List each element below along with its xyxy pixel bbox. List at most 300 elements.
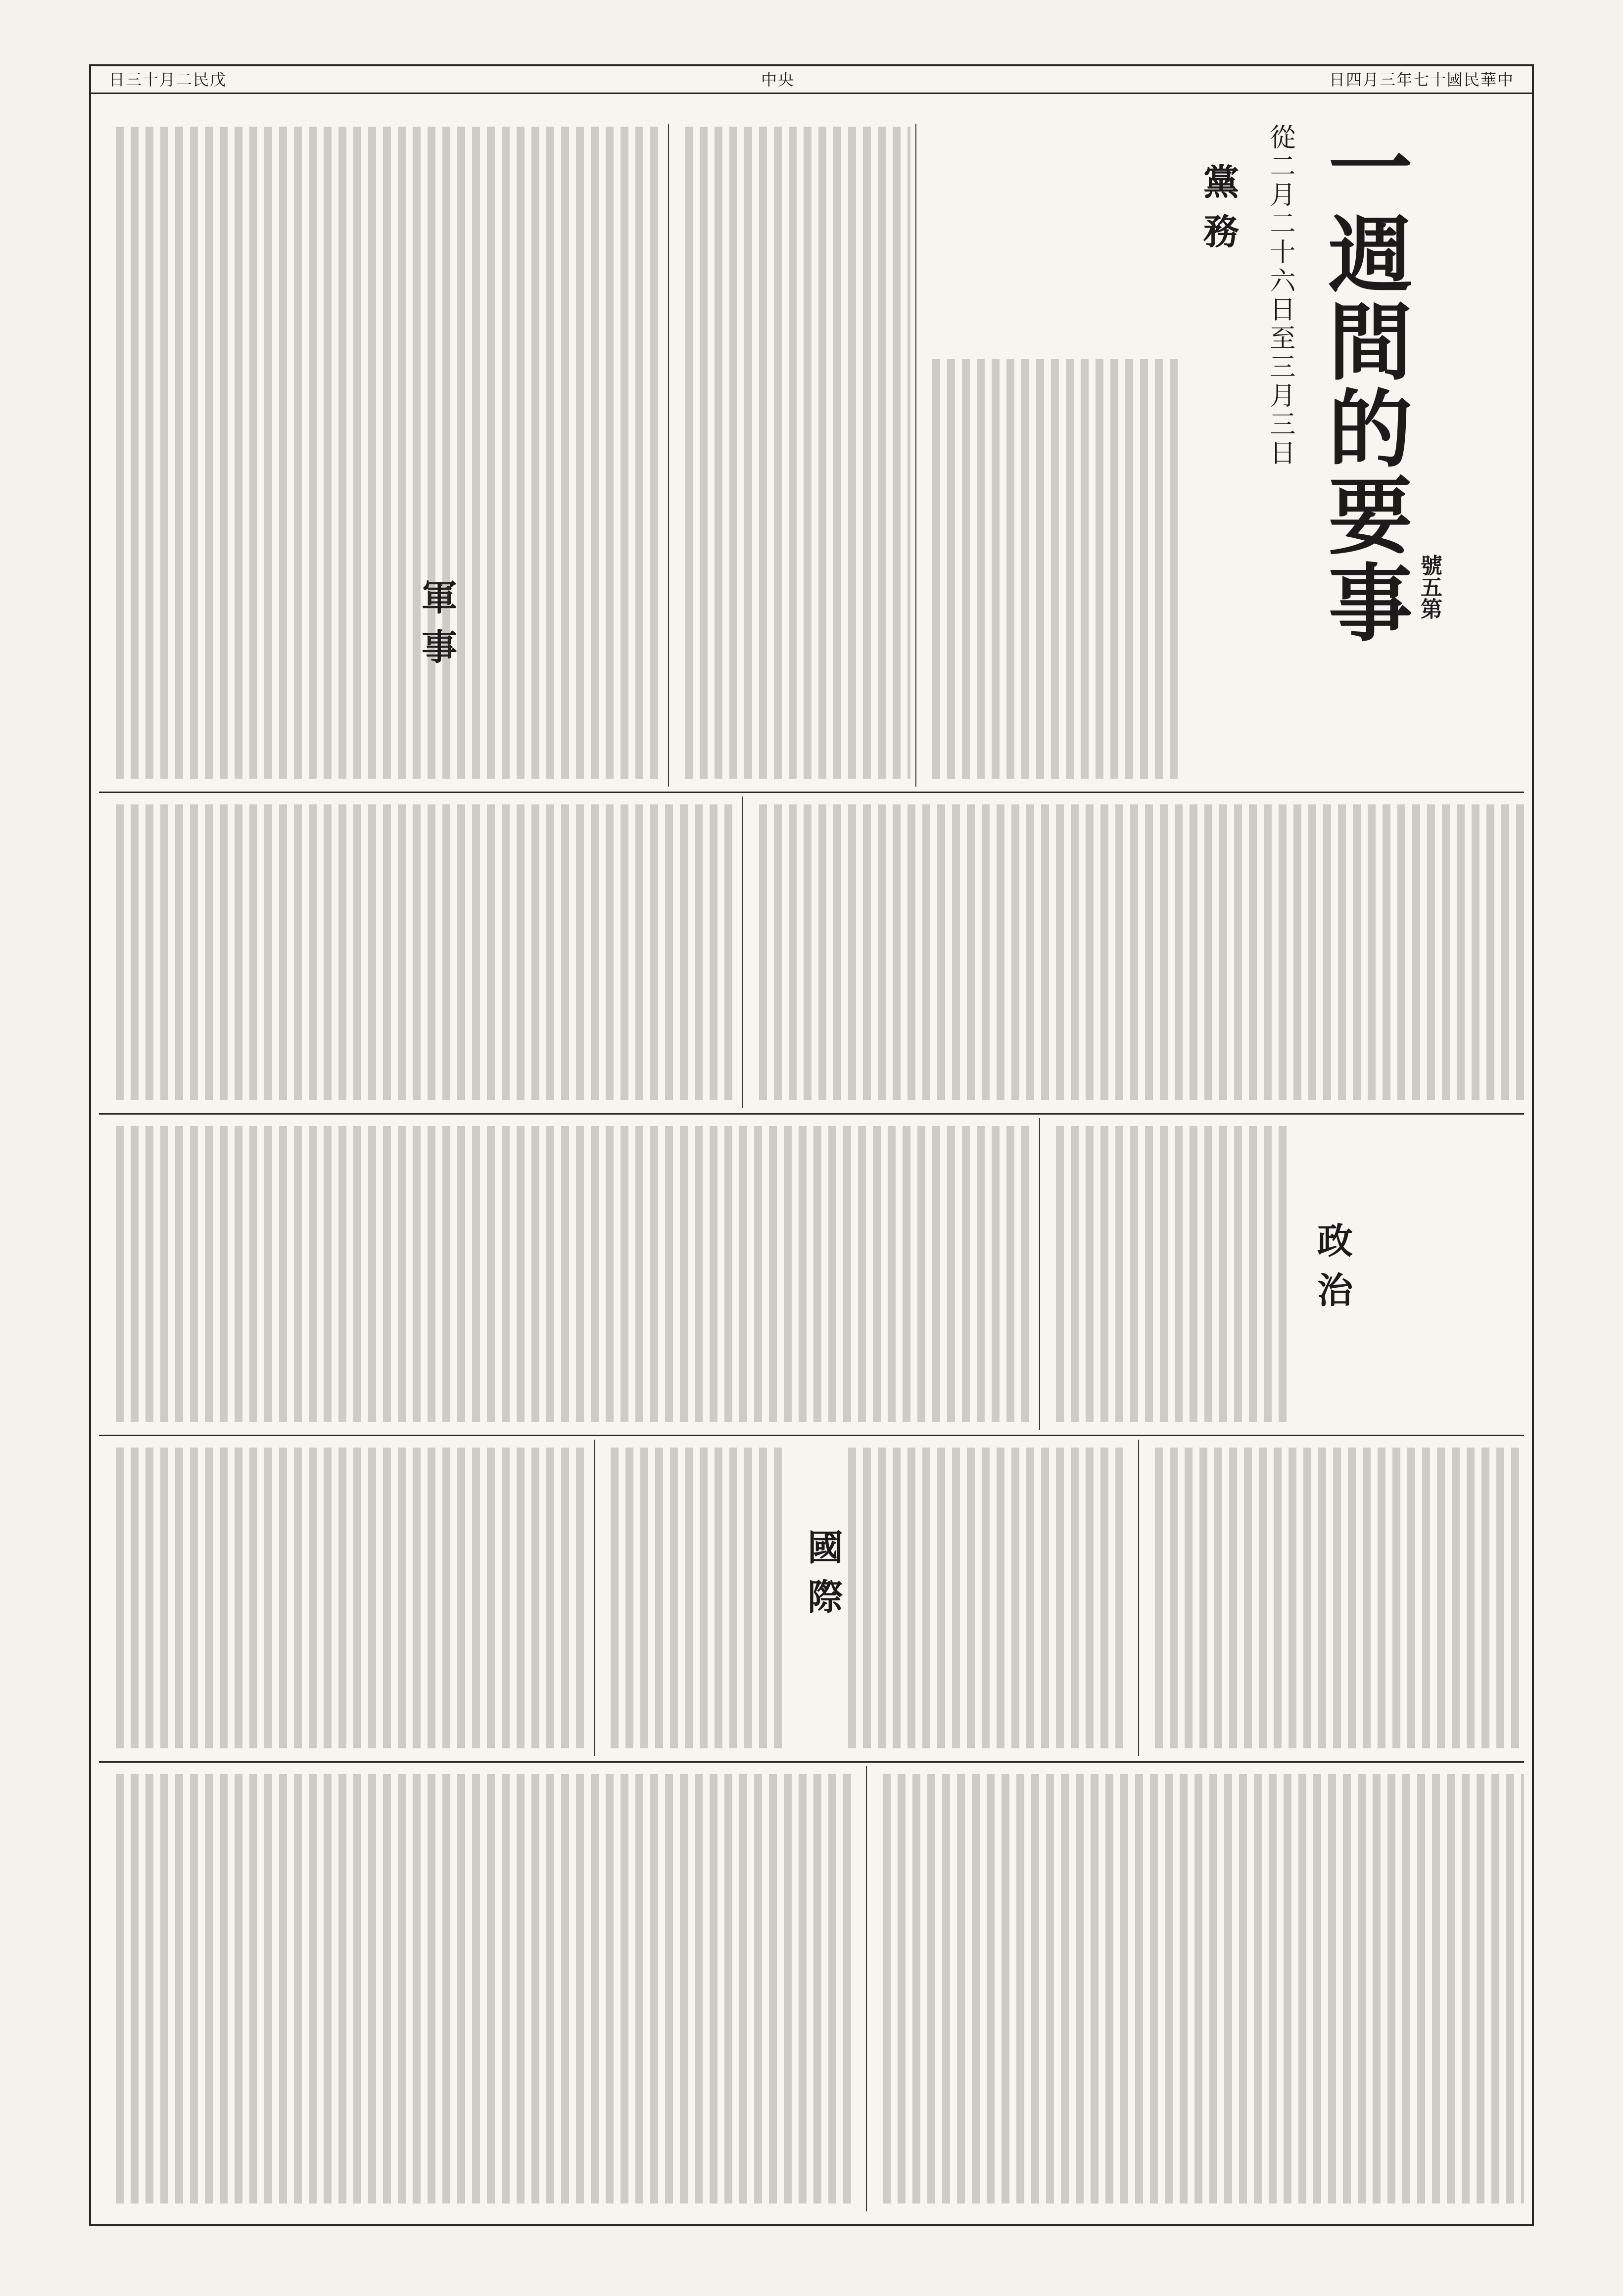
text-line xyxy=(442,1448,450,1748)
text-line xyxy=(922,804,930,1100)
text-line xyxy=(833,804,841,1100)
text-line xyxy=(383,1774,391,2203)
text-line xyxy=(175,127,183,779)
text-line xyxy=(1115,804,1123,1100)
text-line xyxy=(160,804,168,1100)
text-line xyxy=(131,1126,139,1422)
text-line xyxy=(413,1126,421,1422)
text-line xyxy=(235,1774,242,2203)
text-line xyxy=(922,1448,930,1748)
text-line xyxy=(992,359,1000,779)
text-line xyxy=(131,1448,139,1748)
text-line xyxy=(1046,1774,1054,2203)
text-line xyxy=(883,1774,891,2203)
text-line xyxy=(531,1448,539,1748)
text-line xyxy=(665,804,673,1100)
text-line xyxy=(621,127,628,779)
text-line xyxy=(1477,1774,1484,2203)
section-politics: 政治 xyxy=(1311,1222,1353,1321)
text-line-texture xyxy=(841,1445,1128,1751)
text-line xyxy=(353,1774,361,2203)
text-line xyxy=(1516,804,1524,1100)
text-line xyxy=(1452,1448,1460,1748)
text-line xyxy=(383,127,391,779)
text-line xyxy=(428,1448,435,1748)
text-line xyxy=(294,1126,302,1422)
text-line xyxy=(338,1774,346,2203)
text-line xyxy=(1249,1126,1257,1422)
text-line xyxy=(685,1448,693,1748)
text-line xyxy=(729,127,737,779)
text-line xyxy=(428,804,435,1100)
text-line xyxy=(487,1448,495,1748)
text-line xyxy=(324,1774,332,2203)
text-line xyxy=(1373,1774,1381,2203)
text-line xyxy=(759,127,767,779)
text-line xyxy=(1462,1774,1470,2203)
text-line xyxy=(1145,804,1153,1100)
text-line xyxy=(517,804,525,1100)
text-line xyxy=(695,804,703,1100)
band-rule xyxy=(99,1761,1524,1763)
text-line xyxy=(833,127,841,779)
text-line xyxy=(640,1448,648,1748)
text-line xyxy=(413,1774,421,2203)
text-line xyxy=(1363,1448,1371,1748)
text-line xyxy=(175,1126,183,1422)
text-line xyxy=(1234,1126,1242,1422)
text-line xyxy=(1016,1774,1024,2203)
text-line xyxy=(205,804,213,1100)
article-body-block xyxy=(604,1445,787,1751)
text-line xyxy=(398,1774,406,2203)
text-line xyxy=(828,1126,836,1422)
text-line xyxy=(264,1126,272,1422)
text-line-texture xyxy=(876,1771,1524,2206)
text-line xyxy=(1036,359,1044,779)
text-line xyxy=(368,1774,376,2203)
text-line xyxy=(937,1448,945,1748)
text-line xyxy=(1150,1774,1158,2203)
text-line xyxy=(625,1448,633,1748)
text-line xyxy=(1140,359,1148,779)
text-line xyxy=(621,804,628,1100)
text-line xyxy=(695,1774,703,2203)
text-line xyxy=(398,804,406,1100)
text-line xyxy=(621,1126,628,1422)
text-line xyxy=(710,804,717,1100)
text-line xyxy=(1100,804,1108,1100)
text-line xyxy=(145,804,153,1100)
text-line xyxy=(487,127,495,779)
text-line xyxy=(1313,1774,1321,2203)
text-line xyxy=(1021,1126,1029,1422)
text-line xyxy=(635,1774,643,2203)
text-line xyxy=(1006,1126,1014,1422)
text-line xyxy=(502,1774,510,2203)
text-line xyxy=(309,1126,317,1422)
text-line xyxy=(695,1126,703,1422)
text-line xyxy=(1031,1774,1039,2203)
text-line xyxy=(611,1448,619,1748)
text-line xyxy=(338,1448,346,1748)
text-line xyxy=(338,127,346,779)
text-line xyxy=(957,1774,965,2203)
text-line xyxy=(754,1126,762,1422)
column-rule xyxy=(742,797,743,1108)
text-line xyxy=(472,1774,480,2203)
text-line xyxy=(249,127,257,779)
text-line xyxy=(1427,804,1435,1100)
text-line xyxy=(1264,804,1272,1100)
text-line xyxy=(1100,1448,1108,1748)
text-line xyxy=(1130,1126,1138,1422)
text-line xyxy=(784,1126,792,1422)
text-line xyxy=(576,804,584,1100)
text-line xyxy=(294,1448,302,1748)
text-line xyxy=(1194,1774,1202,2203)
text-line xyxy=(264,804,272,1100)
text-line xyxy=(235,804,242,1100)
text-line xyxy=(517,127,525,779)
text-line xyxy=(1125,359,1133,779)
text-line xyxy=(1086,804,1094,1100)
text-line-texture xyxy=(752,801,1524,1103)
text-line xyxy=(932,1126,940,1422)
text-line-texture xyxy=(678,124,910,782)
band-rule xyxy=(99,1113,1524,1115)
text-line xyxy=(561,1448,569,1748)
text-line xyxy=(1214,1448,1222,1748)
text-line xyxy=(710,1126,717,1422)
article-body-block xyxy=(1148,1445,1524,1751)
text-line xyxy=(1358,1774,1366,2203)
text-line xyxy=(131,127,139,779)
text-line xyxy=(1061,1774,1069,2203)
text-line xyxy=(160,1126,168,1422)
text-line xyxy=(1155,359,1163,779)
text-line xyxy=(1160,804,1168,1100)
text-line xyxy=(650,127,658,779)
text-line xyxy=(1086,1126,1094,1422)
text-line xyxy=(1521,1774,1524,2203)
text-line xyxy=(531,1774,539,2203)
text-line xyxy=(972,1774,980,2203)
text-line xyxy=(907,1448,915,1748)
column-rule xyxy=(915,124,916,787)
text-line xyxy=(1100,1126,1108,1422)
text-line xyxy=(324,1126,332,1422)
text-line xyxy=(517,1448,525,1748)
text-line xyxy=(1091,1774,1098,2203)
text-line xyxy=(982,804,990,1100)
text-line xyxy=(952,804,960,1100)
text-line-texture xyxy=(109,1123,1029,1425)
text-line xyxy=(1511,1448,1519,1748)
text-line xyxy=(680,1126,688,1422)
text-line xyxy=(264,127,272,779)
text-line xyxy=(1501,804,1509,1100)
text-line xyxy=(1229,1448,1237,1748)
text-line xyxy=(487,1774,495,2203)
text-line xyxy=(576,1448,584,1748)
text-line xyxy=(1071,804,1079,1100)
text-line xyxy=(710,1774,717,2203)
column-rule xyxy=(1039,1118,1040,1430)
text-line xyxy=(1056,1126,1064,1422)
text-line xyxy=(591,127,599,779)
text-line xyxy=(606,127,614,779)
header-date-right: 日四月三年七十國民華中 xyxy=(1329,70,1514,89)
text-line xyxy=(160,1448,168,1748)
text-line xyxy=(1254,1774,1262,2203)
text-line xyxy=(1180,1774,1188,2203)
text-line xyxy=(1417,1774,1425,2203)
text-line xyxy=(848,804,856,1100)
text-line xyxy=(472,804,480,1100)
text-line xyxy=(1279,804,1287,1100)
text-line xyxy=(1219,1126,1227,1422)
text-line xyxy=(665,1126,673,1422)
text-line xyxy=(774,127,782,779)
text-line xyxy=(650,1126,658,1422)
text-line xyxy=(502,804,510,1100)
text-line xyxy=(1457,804,1465,1100)
text-line xyxy=(561,1126,569,1422)
text-line xyxy=(1185,1448,1193,1748)
text-line xyxy=(264,1448,272,1748)
text-line-texture xyxy=(604,1445,787,1751)
text-line xyxy=(442,127,450,779)
text-line xyxy=(383,1448,391,1748)
text-line xyxy=(1110,359,1118,779)
column-rule xyxy=(1138,1440,1139,1756)
text-line xyxy=(249,804,257,1100)
text-line xyxy=(1338,804,1346,1100)
text-line xyxy=(1145,1126,1153,1422)
text-line xyxy=(561,127,569,779)
text-line xyxy=(1343,1774,1351,2203)
text-line xyxy=(1209,1774,1217,2203)
text-line xyxy=(546,1448,554,1748)
text-line xyxy=(1071,1126,1079,1422)
text-line xyxy=(1481,1448,1489,1748)
text-line xyxy=(1096,359,1103,779)
text-line xyxy=(1472,804,1480,1100)
text-line xyxy=(912,1774,920,2203)
column-rule xyxy=(594,1440,595,1756)
issue-number: 號五第 xyxy=(1417,554,1442,619)
text-line xyxy=(338,804,346,1100)
text-line xyxy=(799,1774,807,2203)
text-line xyxy=(472,127,480,779)
text-line xyxy=(724,1774,732,2203)
text-line xyxy=(947,1126,955,1422)
text-line xyxy=(848,1448,856,1748)
text-line xyxy=(606,1774,614,2203)
text-line xyxy=(1165,1774,1173,2203)
text-line xyxy=(353,804,361,1100)
masthead-date-range: 從二月二十六日至三月三日 xyxy=(1265,124,1295,468)
text-line xyxy=(576,127,584,779)
text-line xyxy=(858,1126,866,1422)
text-line xyxy=(442,1774,450,2203)
text-line xyxy=(774,804,782,1100)
text-line xyxy=(487,804,495,1100)
text-line xyxy=(1170,359,1178,779)
text-line xyxy=(220,127,228,779)
text-line xyxy=(531,1126,539,1422)
text-line xyxy=(635,1126,643,1422)
text-line xyxy=(145,127,153,779)
text-line xyxy=(591,1774,599,2203)
text-line xyxy=(413,804,421,1100)
band-rule xyxy=(99,792,1524,793)
text-line xyxy=(1467,1448,1475,1748)
text-line xyxy=(1130,804,1138,1100)
text-line xyxy=(789,804,797,1100)
text-line xyxy=(131,1774,139,2203)
text-line xyxy=(942,1774,950,2203)
text-line xyxy=(932,359,940,779)
text-line xyxy=(368,1126,376,1422)
text-line xyxy=(457,1774,465,2203)
text-line xyxy=(442,1126,450,1422)
text-line-texture xyxy=(109,124,658,782)
text-line xyxy=(116,1126,124,1422)
article-body-block xyxy=(109,801,732,1103)
text-line xyxy=(893,127,901,779)
text-line xyxy=(907,127,910,779)
article-body-block xyxy=(925,356,1183,782)
text-line xyxy=(1397,804,1405,1100)
text-line xyxy=(1402,1774,1410,2203)
text-line xyxy=(1368,804,1376,1100)
article-body-block xyxy=(109,1445,584,1751)
text-line xyxy=(937,804,945,1100)
text-line xyxy=(116,1774,124,2203)
text-line xyxy=(1204,1126,1212,1422)
text-line xyxy=(279,1774,287,2203)
text-line xyxy=(1115,1448,1123,1748)
text-line xyxy=(1234,804,1242,1100)
text-line xyxy=(1086,1448,1094,1748)
band-rule xyxy=(99,1435,1524,1436)
text-line xyxy=(398,127,406,779)
text-line xyxy=(724,1126,732,1422)
article-body-block xyxy=(109,1771,856,2206)
text-line xyxy=(1066,359,1074,779)
text-line xyxy=(190,1774,198,2203)
text-line xyxy=(977,359,985,779)
text-line xyxy=(680,1774,688,2203)
text-line xyxy=(784,1774,792,2203)
text-line xyxy=(576,1774,584,2203)
header-paper-name: 中央 xyxy=(761,70,795,89)
masthead-title: 一週間的要事 xyxy=(1314,124,1413,646)
text-line xyxy=(1115,1126,1123,1422)
text-line xyxy=(235,1126,242,1422)
text-line xyxy=(843,1126,851,1422)
text-line xyxy=(715,127,722,779)
text-line xyxy=(502,127,510,779)
text-line xyxy=(818,804,826,1100)
text-line xyxy=(739,1774,747,2203)
text-line xyxy=(145,1448,153,1748)
text-line xyxy=(190,1448,198,1748)
text-line xyxy=(487,1126,495,1422)
text-line xyxy=(1071,1448,1079,1748)
text-line xyxy=(205,1126,213,1422)
text-line xyxy=(324,127,332,779)
text-line xyxy=(1244,1448,1252,1748)
article-body-block xyxy=(752,801,1524,1103)
text-line xyxy=(952,1448,960,1748)
section-party: 黨務 xyxy=(1197,163,1240,262)
text-line xyxy=(457,804,465,1100)
text-line xyxy=(1175,1126,1183,1422)
text-line xyxy=(1239,1774,1247,2203)
text-line xyxy=(160,127,168,779)
text-line xyxy=(1011,1448,1019,1748)
article-body-block xyxy=(876,1771,1524,2206)
text-line xyxy=(1333,1448,1341,1748)
text-line xyxy=(220,1126,228,1422)
text-line xyxy=(561,804,569,1100)
text-line xyxy=(1328,1774,1336,2203)
text-line xyxy=(338,1126,346,1422)
text-line xyxy=(220,1448,228,1748)
text-line xyxy=(1041,804,1049,1100)
text-line xyxy=(1392,1448,1400,1748)
text-line xyxy=(1204,804,1212,1100)
text-line xyxy=(1021,359,1029,779)
text-line xyxy=(264,1774,272,2203)
text-line xyxy=(353,127,361,779)
text-line xyxy=(1284,1774,1291,2203)
text-line xyxy=(249,1448,257,1748)
text-line xyxy=(353,1448,361,1748)
text-line xyxy=(353,1126,361,1422)
text-line xyxy=(190,1126,198,1422)
text-line xyxy=(561,1774,569,2203)
text-line xyxy=(1135,1774,1143,2203)
article-body-block xyxy=(109,1123,1029,1425)
text-line xyxy=(145,1126,153,1422)
text-line xyxy=(1175,804,1183,1100)
text-line xyxy=(635,804,643,1100)
text-line xyxy=(442,804,450,1100)
text-line xyxy=(190,804,198,1100)
text-line xyxy=(873,1126,881,1422)
text-line xyxy=(1120,1774,1128,2203)
text-line xyxy=(472,1126,480,1422)
text-line xyxy=(1026,1448,1034,1748)
text-line xyxy=(205,1448,213,1748)
text-line-texture xyxy=(925,356,1183,782)
text-line xyxy=(987,1774,995,2203)
text-line xyxy=(1259,1448,1267,1748)
text-line xyxy=(888,1126,896,1422)
text-line xyxy=(175,1774,183,2203)
text-line xyxy=(398,1448,406,1748)
text-line xyxy=(665,1774,673,2203)
text-line xyxy=(531,127,539,779)
text-line xyxy=(1387,1774,1395,2203)
header-date-left: 日三十月二民戊 xyxy=(109,70,227,89)
text-line xyxy=(1264,1126,1272,1422)
text-line xyxy=(1323,804,1331,1100)
